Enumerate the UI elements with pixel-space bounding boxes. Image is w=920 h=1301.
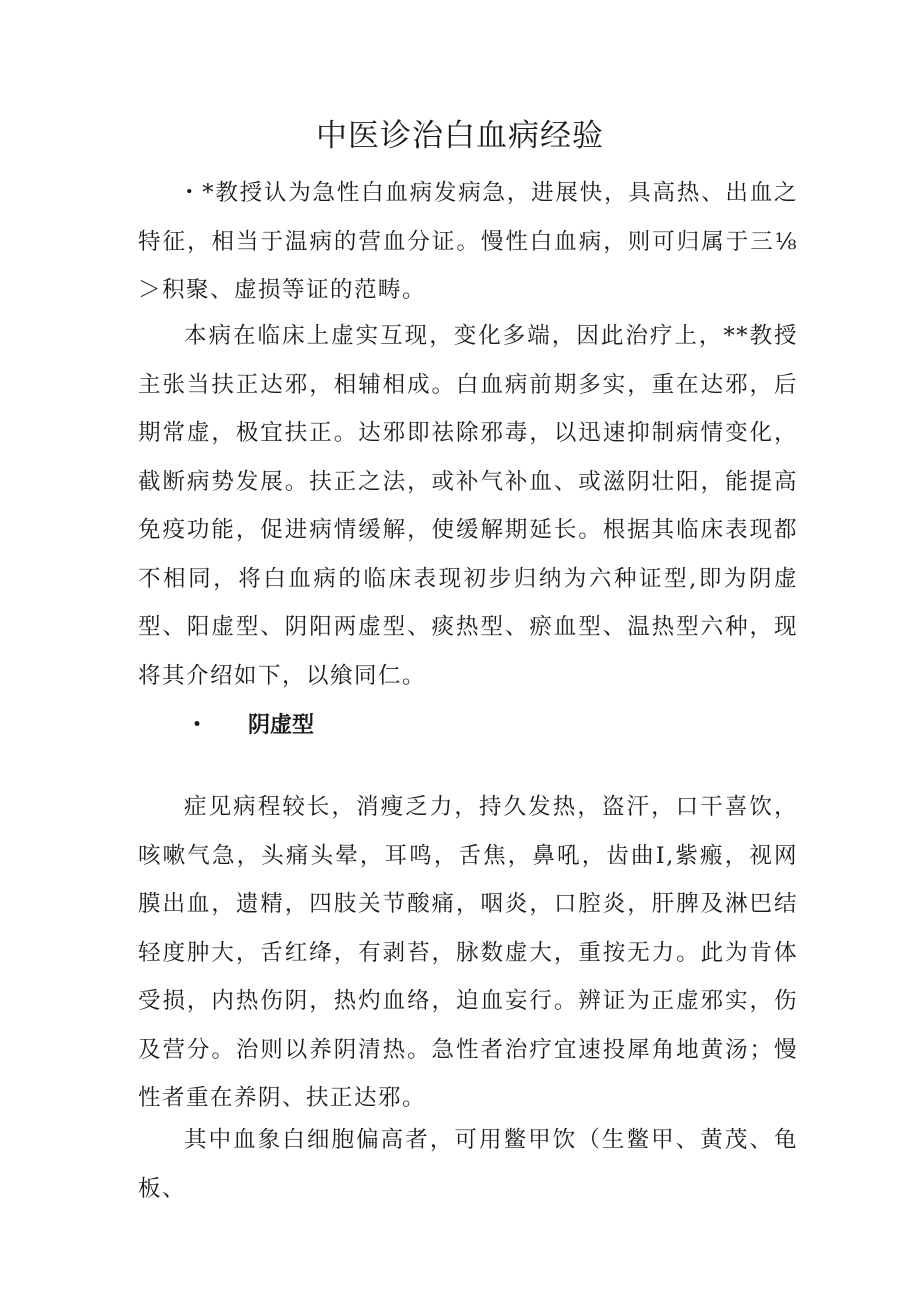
section-heading (186, 704, 314, 748)
section-heading-text: 阴虚型 (248, 713, 315, 738)
document-title: 中医诊治白血病经验 (316, 118, 604, 154)
paragraph-yin-deficiency-symptoms: 症见病程较长，消瘦乏力，持久发热，盗汗，口干喜饮，咳嗽气急，头痛头晕，耳鸣，舌焦，鼻吼，齿曲I,紫瘢，视网膜出血，遗精，四肢关节酸痛，咽炎，口腔炎，肝脾及淋巴结轻度肿大，舌红绛，有剥苔，脉数虚大，重按无力。此为肯体受损，内热伤阴，热灼血络，迫血妄行。辨证为正虚邪实，伤及营分。治则以养阴清热。急性者治疗宜速投犀角地黄汤；慢性者重在养阴、扶正达邪。 (138, 794, 798, 1111)
paragraph-white-cell-treatment: 其中血象白细胞偏高者，可用鳖甲饮（生鳖甲、黄茂、龟板、 (138, 1127, 798, 1202)
paragraph-intro: ・*教授认为急性白血病发病急，进展快，具高热、出血之特征，相当于温病的营血分证。慢性白血病，则可归属于三⅛＞积聚、虚损等证的范畴。 (138, 180, 798, 303)
section-bullet: ・ (186, 713, 209, 738)
paragraph-treatment-principle: 本病在临床上虚实互现，变化多端，因此治疗上，**教授主张当扶正达邪，相辅相成。白血病前期多实，重在达邪，后期常虚，极宜扶正。达邪即祛除邪毒，以迅速抑制病情变化，截断病势发展。扶正之法，或补气补血、或滋阴壮阳，能提高免疫功能，促进病情缓解，使缓解期延长。根据其临床表现都不相同，将白血病的临床表现初步归纳为六种证型,即为阴虚型、阳虚型、阴阳两虚型、痰热型、瘀血型、温热型六种，现将其介绍如下，以飨同仁。 (138, 323, 798, 689)
